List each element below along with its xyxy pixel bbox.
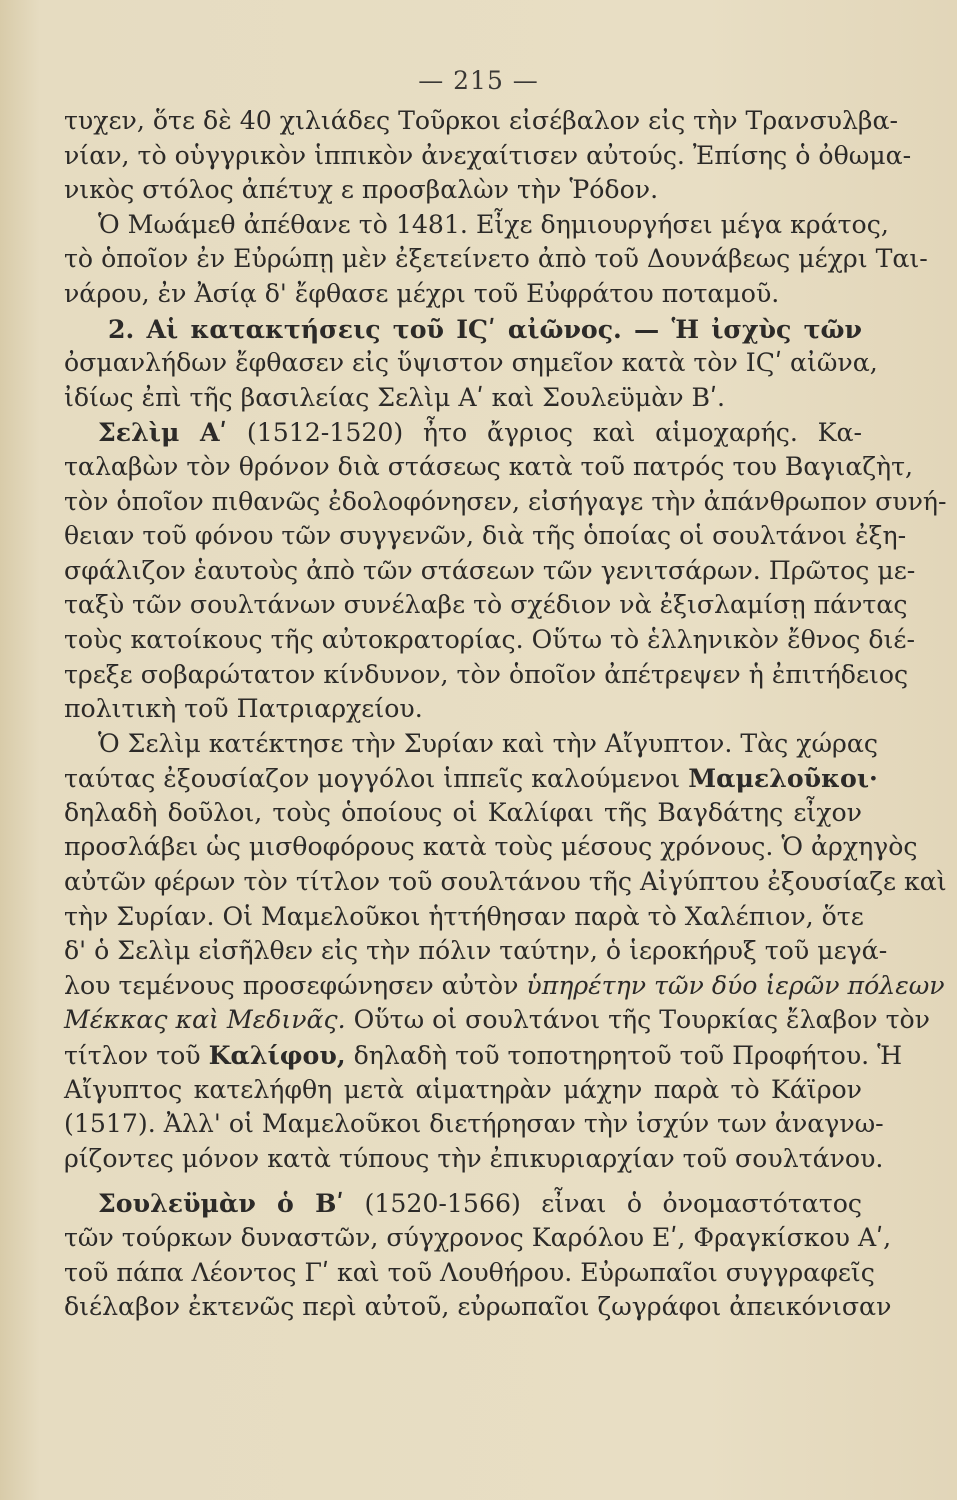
text-line [64,830,918,865]
line-text: Αἴγυπτος κατελήφθη μετὰ αἱματηρὰν μάχην παρὰ τὸ Κάϊρον [64,1074,862,1104]
line-text: δηλαδὴ τοῦ τοποτηρητοῦ τοῦ Προφήτου. Ἡ [353,1041,903,1071]
text-line [64,588,908,623]
paragraph-gap [64,1176,862,1186]
line-text: νικὸς στόλος ἀπέτυχ ε προσβαλὼν τὴν Ῥόδον. [64,175,659,205]
line-text: Ὁ Σελὶμ κατέκτησε τὴν Συρίαν καὶ τὴν Αἴγυπτον. Τὰς χώρας [98,728,878,758]
line-text: τὴν Συρίαν. Οἱ Μαμελοῦκοι ἡττήθησαν παρὰ τὸ Χαλέπιον, ὅτε [64,901,864,931]
text-line [64,1038,903,1073]
text-line [64,208,889,243]
line-text: τίτλον τοῦ [64,1041,201,1071]
text-line [64,1107,884,1142]
page-number: — 215 — [418,66,539,95]
text-line [64,1073,862,1108]
text-line [64,934,888,969]
line-text: (1512-1520) ἦτο ἄγριος καὶ αἱμοχαρής. Κα- [246,418,862,448]
line-text: — Ἡ ἰσχὺς τῶν [634,313,862,344]
line-text: ταλαβὼν τὸν θρόνον διὰ στάσεως κατὰ τοῦ πατρός του Βαγιαζὴτ, [64,451,914,481]
line-text: ἰδίως ἐπὶ τῆς βασιλείας Σελὶμ Αʹ καὶ Σουλεϋμὰν Βʹ. [64,382,726,412]
line-text: τυχεν, ὅτε δὲ 40 χιλιάδες Τοῦρκοι εἰσέβαλον εἰς τὴν Τρανσυλβα- [64,106,899,135]
text-line [64,865,947,900]
body-text [64,104,947,1325]
line-text: λου τεμένους προσεφώνησεν αὐτὸν [64,970,519,1000]
line-text: ταύτας ἐξουσίαζον μογγόλοι ἱππεῖς καλούμενοι [64,764,681,794]
line-text: νάρου, ἐν Ἀσίᾳ δ' ἔφθασε μέχρι τοῦ Εὐφράτου ποταμοῦ. [64,278,780,308]
text-line [64,381,862,416]
text-line [64,554,916,589]
italic-phrase: Μέκκας καὶ Μεδινᾶς. [64,1005,346,1035]
text-line [64,104,899,139]
text-line [64,796,862,831]
line-text: Ὁ Μωάμεθ ἀπέθανε τὸ 1481. Εἶχε δημιουργήσει μέγα κράτος, [98,209,889,239]
line-text: διέλαβον ἐκτενῶς περὶ αὐτοῦ, εὐρωπαῖοι ζωγράφοι ἀπεικόνισαν [64,1292,892,1322]
text-line [64,519,907,554]
bold-term: Σουλεϋμὰν ὁ Βʹ [98,1188,344,1219]
text-line [64,1186,862,1221]
text-line [64,969,945,1004]
text-line [64,450,914,485]
line-text: νίαν, τὸ οὑγγρικὸν ἱππικὸν ἀνεχαίτισεν αὐτούς. Ἐπίσης ὁ ὀθωμα- [64,140,912,170]
line-text: τοὺς κατοίκους τῆς αὐτοκρατορίας. Οὕτω τὸ ἑλληνικὸν ἔθνος διέ- [64,624,915,654]
line-text: δ' ὁ Σελὶμ εἰσῆλθεν εἰς τὴν πόλιν ταύτην, ὁ ἱεροκήρυξ τοῦ μεγά- [64,936,888,966]
line-text: σφάλιζον ἑαυτοὺς ἀπὸ τῶν στάσεων τῶν γενιτσάρων. Πρῶτος με- [64,555,916,585]
text-line [64,139,912,174]
text-line [64,1142,884,1177]
text-line [64,415,862,450]
line-text: τῶν τούρκων δυναστῶν, σύγχρονος Καρόλου Εʹ, Φραγκίσκου Αʹ, [64,1223,892,1252]
bold-term: 2. Αἱ κατακτήσεις τοῦ ΙϚʹ αἰῶνος. [108,313,622,344]
text-line [64,346,878,381]
italic-phrase: ὑπηρέτην τῶν δύο ἱερῶν πόλεων [526,970,945,1000]
text-line [64,277,862,312]
text-line [64,1221,892,1256]
bold-term: Καλίφου, [208,1040,346,1071]
bold-term: Μαμελοῦκοι· [688,763,878,794]
line-text: τὸν ὁποῖον πιθανῶς ἐδολοφόνησεν, εἰσήγαγε τὴν ἀπάνθρωπον συνή- [64,486,947,516]
line-text: αὐτῶν φέρων τὸν τίτλον τοῦ σουλτάνου τῆς Αἰγύπτου ἐξουσίαζε καὶ [64,867,947,897]
text-line [64,242,928,277]
line-text: Οὕτω οἱ σουλτάνοι τῆς Τουρκίας ἔλαβον τὸν [353,1005,930,1035]
text-line [64,485,947,520]
line-text: ὀσμανλήδων ἔφθασεν εἰς ὕψιστον σημεῖον κατὰ τὸν ΙϚʹ αἰῶνα, [64,348,878,378]
bold-term: Σελὶμ Αʹ [98,417,228,448]
line-text: θειαν τοῦ φόνου τῶν συγγενῶν, διὰ τῆς ὁποίας οἱ σουλτάνοι ἐξη- [64,521,907,551]
text-line [64,1290,892,1325]
text-line [64,312,862,347]
text-line [64,1256,875,1291]
text-line [64,727,878,762]
line-text: ρίζοντες μόνον κατὰ τύπους τὴν ἐπικυριαρχίαν τοῦ σουλτάνου. [64,1143,884,1173]
text-line [64,761,878,796]
line-text: (1520-1566) εἶναι ὁ ὀνομαστότατος [364,1189,862,1219]
line-text: δηλαδὴ δοῦλοι, τοὺς ὁποίους οἱ Καλίφαι τῆς Βαγδάτης εἶχον [64,797,862,827]
text-line [64,658,909,693]
text-line [64,623,915,658]
text-line [64,900,862,935]
line-text: (1517). Ἀλλ' οἱ Μαμελοῦκοι διετήρησαν τὴν ἰσχύν των ἀναγνω- [64,1109,884,1139]
line-text: τρεξε σοβαρώτατον κίνδυνον, τὸν ὁποῖον ἀπέτρεψεν ἡ ἐπιτήδειος [64,659,909,689]
line-text: πολιτικὴ τοῦ Πατριαρχείου. [64,694,423,724]
line-text: τοῦ πάπα Λέοντος Γʹ καὶ τοῦ Λουθήρου. Εὐρωπαῖοι συγγραφεῖς [64,1257,875,1287]
line-text: προσλάβει ὡς μισθοφόρους κατὰ τοὺς μέσους χρόνους. Ὁ ἀρχηγὸς [64,832,918,862]
line-text: ταξὺ τῶν σουλτάνων συνέλαβε τὸ σχέδιον νὰ ἐξισλαμίσῃ πάντας [64,590,908,620]
text-line [64,1003,930,1038]
text-line [64,173,862,208]
text-line [64,692,862,727]
line-text: τὸ ὁποῖον ἐν Εὐρώπῃ μὲν ἐξετείνετο ἀπὸ τοῦ Δουνάβεως μέχρι Ται- [64,244,928,274]
